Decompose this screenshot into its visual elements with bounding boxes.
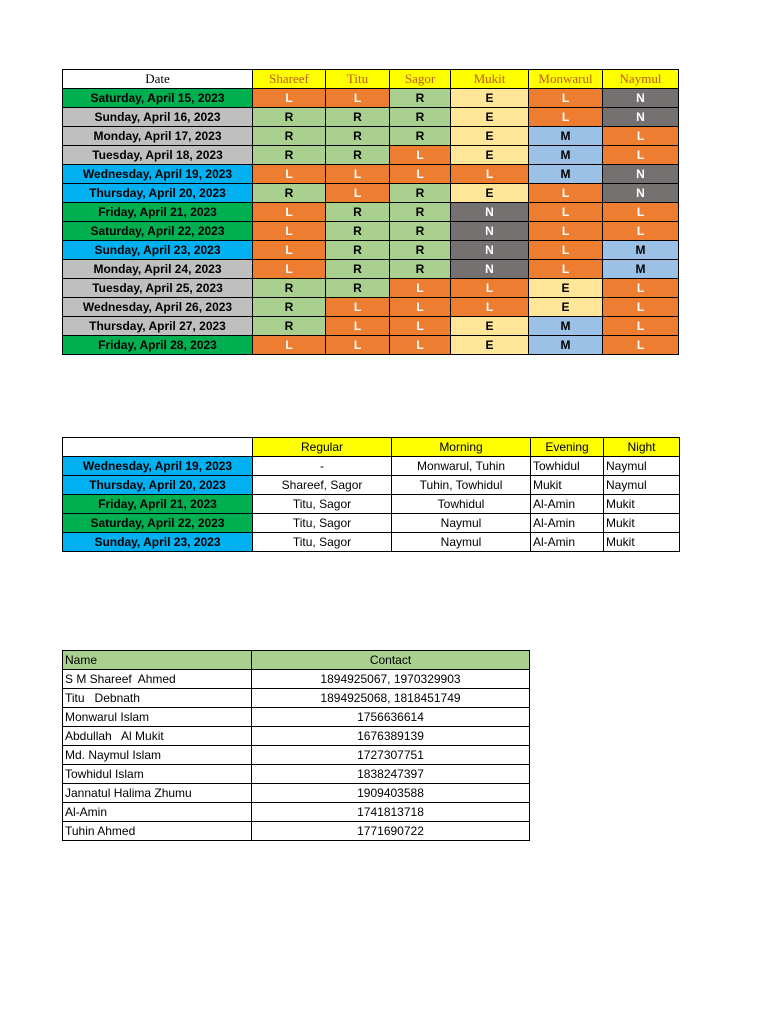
roster-row [63, 165, 679, 184]
night-shift-cell: Mukit [604, 514, 680, 533]
shift-code-cell: L [390, 146, 451, 165]
contact-number-cell: 1676389139 [252, 727, 530, 746]
evening-shift-cell: Al-Amin [531, 495, 604, 514]
shift-code-cell: E [451, 146, 529, 165]
shift-row [63, 514, 680, 533]
roster-date-cell: Wednesday, April 19, 2023 [63, 165, 253, 184]
shift-code-cell: N [451, 203, 529, 222]
shift-code-cell: R [390, 203, 451, 222]
shift-code-cell: R [326, 222, 390, 241]
morning-shift-cell: Towhidul [392, 495, 531, 514]
shift-code-cell: M [529, 127, 603, 146]
name-header: Name [63, 651, 252, 670]
shift-code-cell: L [390, 279, 451, 298]
shift-code-cell: M [529, 165, 603, 184]
shift-code-cell: L [253, 222, 326, 241]
shift-code-cell: L [529, 203, 603, 222]
shift-code-cell: E [451, 184, 529, 203]
shift-code-cell: L [529, 89, 603, 108]
roster-header-row [63, 70, 679, 89]
contact-name-cell: Jannatul Halima Zhumu [63, 784, 252, 803]
roster-date-cell: Friday, April 28, 2023 [63, 336, 253, 355]
evening-shift-cell: Al-Amin [531, 514, 604, 533]
contact-number-cell: 1727307751 [252, 746, 530, 765]
shift-code-cell: L [253, 241, 326, 260]
contact-number-cell: 1756636614 [252, 708, 530, 727]
roster-date-cell: Tuesday, April 25, 2023 [63, 279, 253, 298]
shift-date-cell: Friday, April 21, 2023 [63, 495, 253, 514]
roster-row [63, 89, 679, 108]
roster-date-cell: Thursday, April 27, 2023 [63, 317, 253, 336]
shift-code-cell: R [390, 184, 451, 203]
shift-assignment-table [62, 437, 680, 552]
contact-row [63, 765, 530, 784]
contact-number-cell: 1894925067, 1970329903 [252, 670, 530, 689]
shift-code-cell: L [603, 298, 679, 317]
contact-name-cell: S M Shareef Ahmed [63, 670, 252, 689]
shift-code-cell: L [603, 146, 679, 165]
roster-date-cell: Saturday, April 22, 2023 [63, 222, 253, 241]
shift-code-cell: L [603, 279, 679, 298]
shift-code-cell: M [529, 336, 603, 355]
shift-code-cell: R [253, 279, 326, 298]
shift-code-cell: N [603, 89, 679, 108]
shift-code-cell: M [603, 241, 679, 260]
evening-shift-cell: Mukit [531, 476, 604, 495]
shift-code-cell: L [529, 222, 603, 241]
contact-name-cell: Monwarul Islam [63, 708, 252, 727]
shift-code-cell: E [529, 298, 603, 317]
regular-shift-cell: Titu, Sagor [253, 495, 392, 514]
roster-row [63, 317, 679, 336]
shift-code-cell: R [253, 298, 326, 317]
shift-code-cell: N [451, 241, 529, 260]
shift-code-cell: L [253, 165, 326, 184]
shift-code-cell: L [451, 279, 529, 298]
roster-date-cell: Sunday, April 23, 2023 [63, 241, 253, 260]
shift-code-cell: L [529, 184, 603, 203]
contact-row [63, 689, 530, 708]
contact-name-cell: Al-Amin [63, 803, 252, 822]
contact-name-cell: Towhidul Islam [63, 765, 252, 784]
shift-code-cell: L [253, 260, 326, 279]
shift-code-cell: R [390, 260, 451, 279]
shift-code-cell: N [603, 165, 679, 184]
contact-row [63, 670, 530, 689]
shift-code-cell: L [451, 165, 529, 184]
roster-date-cell: Friday, April 21, 2023 [63, 203, 253, 222]
shift-code-cell: L [603, 203, 679, 222]
shift-row [63, 495, 680, 514]
shift-code-cell: L [390, 317, 451, 336]
night-shift-cell: Naymul [604, 476, 680, 495]
night-shift-cell: Mukit [604, 495, 680, 514]
shift-date-cell: Saturday, April 22, 2023 [63, 514, 253, 533]
contact-number-cell: 1838247397 [252, 765, 530, 784]
contacts-header-row [63, 651, 530, 670]
contact-row [63, 708, 530, 727]
shift-code-cell: R [326, 146, 390, 165]
roster-row [63, 298, 679, 317]
name-column-header: Naymul [603, 70, 679, 89]
shift-code-cell: R [326, 241, 390, 260]
roster-date-cell: Wednesday, April 26, 2023 [63, 298, 253, 317]
contact-header: Contact [252, 651, 530, 670]
date-column-header: Date [63, 70, 253, 89]
name-column-header: Monwarul [529, 70, 603, 89]
morning-shift-cell: Monwarul, Tuhin [392, 457, 531, 476]
name-column-header: Mukit [451, 70, 529, 89]
shift-code-cell: R [253, 146, 326, 165]
name-column-header: Sagor [390, 70, 451, 89]
shift-code-cell: R [326, 279, 390, 298]
shift-empty-header [63, 438, 253, 457]
shift-code-cell: L [529, 260, 603, 279]
roster-date-cell: Sunday, April 16, 2023 [63, 108, 253, 127]
shift-code-cell: N [451, 260, 529, 279]
night-column-header: Night [604, 438, 680, 457]
roster-date-cell: Saturday, April 15, 2023 [63, 89, 253, 108]
shift-date-cell: Sunday, April 23, 2023 [63, 533, 253, 552]
shift-code-cell: R [326, 127, 390, 146]
shift-code-cell: L [326, 317, 390, 336]
shift-row [63, 533, 680, 552]
shift-code-cell: R [253, 184, 326, 203]
morning-shift-cell: Tuhin, Towhidul [392, 476, 531, 495]
roster-date-cell: Tuesday, April 18, 2023 [63, 146, 253, 165]
shift-code-cell: L [603, 127, 679, 146]
contact-name-cell: Abdullah Al Mukit [63, 727, 252, 746]
regular-shift-cell: Titu, Sagor [253, 514, 392, 533]
shift-code-cell: E [451, 317, 529, 336]
roster-row [63, 222, 679, 241]
contact-row [63, 727, 530, 746]
shift-code-cell: E [451, 127, 529, 146]
shift-code-cell: L [253, 203, 326, 222]
shift-code-cell: N [603, 184, 679, 203]
roster-row [63, 241, 679, 260]
shift-code-cell: R [390, 241, 451, 260]
evening-shift-cell: Towhidul [531, 457, 604, 476]
contact-row [63, 803, 530, 822]
shift-code-cell: L [326, 165, 390, 184]
shift-code-cell: R [390, 108, 451, 127]
shift-code-cell: E [529, 279, 603, 298]
shift-code-cell: N [603, 108, 679, 127]
contact-number-cell: 1741813718 [252, 803, 530, 822]
shift-code-cell: R [326, 203, 390, 222]
regular-shift-cell: Titu, Sagor [253, 533, 392, 552]
shift-code-cell: L [253, 89, 326, 108]
contact-row [63, 784, 530, 803]
shift-row [63, 457, 680, 476]
contact-row [63, 822, 530, 841]
shift-code-cell: R [390, 222, 451, 241]
shift-code-cell: L [390, 336, 451, 355]
shift-code-cell: M [529, 317, 603, 336]
shift-code-cell: R [326, 260, 390, 279]
roster-row [63, 279, 679, 298]
shift-code-cell: R [326, 108, 390, 127]
name-column-header: Titu [326, 70, 390, 89]
shift-date-cell: Thursday, April 20, 2023 [63, 476, 253, 495]
contact-number-cell: 1909403588 [252, 784, 530, 803]
roster-table [62, 69, 679, 355]
shift-code-cell: L [603, 222, 679, 241]
contact-row [63, 746, 530, 765]
shift-code-cell: L [326, 89, 390, 108]
shift-code-cell: E [451, 108, 529, 127]
shift-code-cell: L [253, 336, 326, 355]
roster-date-cell: Monday, April 24, 2023 [63, 260, 253, 279]
shift-code-cell: L [326, 184, 390, 203]
morning-shift-cell: Naymul [392, 533, 531, 552]
shift-code-cell: L [390, 165, 451, 184]
evening-shift-cell: Al-Amin [531, 533, 604, 552]
shift-code-cell: M [603, 260, 679, 279]
shift-code-cell: R [390, 89, 451, 108]
shift-code-cell: L [603, 336, 679, 355]
shift-code-cell: N [451, 222, 529, 241]
shift-code-cell: L [326, 298, 390, 317]
roster-row [63, 108, 679, 127]
shift-code-cell: R [390, 127, 451, 146]
shift-code-cell: E [451, 89, 529, 108]
contact-name-cell: Titu Debnath [63, 689, 252, 708]
shift-code-cell: E [451, 336, 529, 355]
regular-shift-cell: - [253, 457, 392, 476]
roster-row [63, 203, 679, 222]
shift-code-cell: L [326, 336, 390, 355]
shift-date-cell: Wednesday, April 19, 2023 [63, 457, 253, 476]
regular-shift-cell: Shareef, Sagor [253, 476, 392, 495]
roster-row [63, 260, 679, 279]
morning-shift-cell: Naymul [392, 514, 531, 533]
shift-code-cell: L [529, 108, 603, 127]
contact-number-cell: 1771690722 [252, 822, 530, 841]
roster-row [63, 127, 679, 146]
shift-code-cell: R [253, 108, 326, 127]
roster-date-cell: Monday, April 17, 2023 [63, 127, 253, 146]
shift-code-cell: M [529, 146, 603, 165]
contact-number-cell: 1894925068, 1818451749 [252, 689, 530, 708]
contact-name-cell: Md. Naymul Islam [63, 746, 252, 765]
name-column-header: Shareef [253, 70, 326, 89]
shift-code-cell: R [253, 317, 326, 336]
morning-column-header: Morning [392, 438, 531, 457]
roster-row [63, 184, 679, 203]
shift-code-cell: L [529, 241, 603, 260]
regular-column-header: Regular [253, 438, 392, 457]
shift-code-cell: L [451, 298, 529, 317]
shift-row [63, 476, 680, 495]
shift-code-cell: L [390, 298, 451, 317]
roster-row [63, 336, 679, 355]
evening-column-header: Evening [531, 438, 604, 457]
roster-date-cell: Thursday, April 20, 2023 [63, 184, 253, 203]
night-shift-cell: Naymul [604, 457, 680, 476]
contacts-table [62, 650, 530, 841]
contact-name-cell: Tuhin Ahmed [63, 822, 252, 841]
shift-header-row [63, 438, 680, 457]
night-shift-cell: Mukit [604, 533, 680, 552]
roster-row [63, 146, 679, 165]
shift-code-cell: L [603, 317, 679, 336]
shift-code-cell: R [253, 127, 326, 146]
